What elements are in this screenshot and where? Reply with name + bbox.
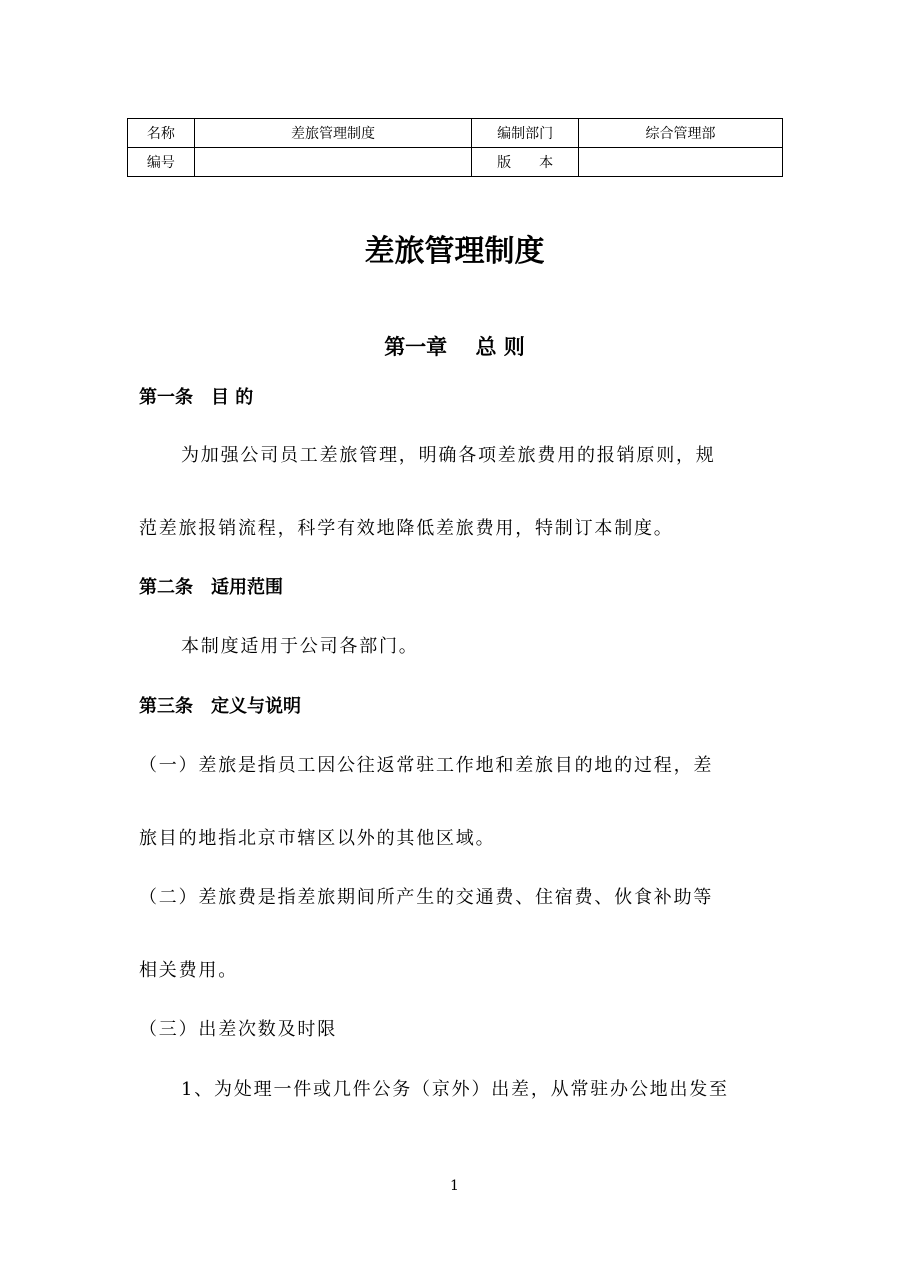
article-1-line-1: 为加强公司员工差旅管理，明确各项差旅费用的报销原则，规 — [181, 445, 716, 466]
dept-value-cell: 综合管理部 — [578, 119, 782, 148]
name-label-cell: 名称 — [128, 119, 195, 148]
version-label-part-a: 版 — [497, 155, 540, 171]
document-info-table — [127, 118, 783, 177]
article-3-item-1-line-2: 旅目的地指北京市辖区以外的其他区域。 — [139, 828, 496, 849]
article-3-item-1-line-1: （一）差旅是指员工因公往返常驻工作地和差旅目的地的过程，差 — [139, 755, 714, 776]
version-value-cell — [578, 148, 782, 177]
page-number: 1 — [450, 1178, 459, 1194]
article-1-heading: 第一条 目 的 — [139, 387, 254, 408]
name-value-cell: 差旅管理制度 — [194, 119, 472, 148]
version-label-part-b: 本 — [539, 155, 554, 171]
chapter-heading: 第一章 总 则 — [384, 335, 525, 359]
table-row — [128, 148, 783, 177]
dept-label-cell: 编制部门 — [472, 119, 579, 148]
article-3-heading: 第三条 定义与说明 — [139, 696, 301, 717]
table-row — [128, 119, 783, 148]
article-1-line-2: 范差旅报销流程，科学有效地降低差旅费用，特制订本制度。 — [139, 518, 674, 539]
document-title: 差旅管理制度 — [364, 234, 545, 269]
article-2-line-1: 本制度适用于公司各部门。 — [181, 636, 419, 657]
number-label-cell: 编号 — [128, 148, 195, 177]
article-3-item-3-heading: （三）出差次数及时限 — [139, 1019, 337, 1040]
article-3-item-3-sub-1: 1、为处理一件或几件公务（京外）出差，从常驻办公地出发至 — [181, 1079, 729, 1100]
version-label-cell — [472, 148, 579, 177]
article-3-item-2-line-1: （二）差旅费是指差旅期间所产生的交通费、住宿费、伙食补助等 — [139, 887, 714, 908]
article-3-item-2-line-2: 相关费用。 — [139, 960, 238, 981]
number-value-cell — [194, 148, 472, 177]
article-2-heading: 第二条 适用范围 — [139, 577, 283, 598]
